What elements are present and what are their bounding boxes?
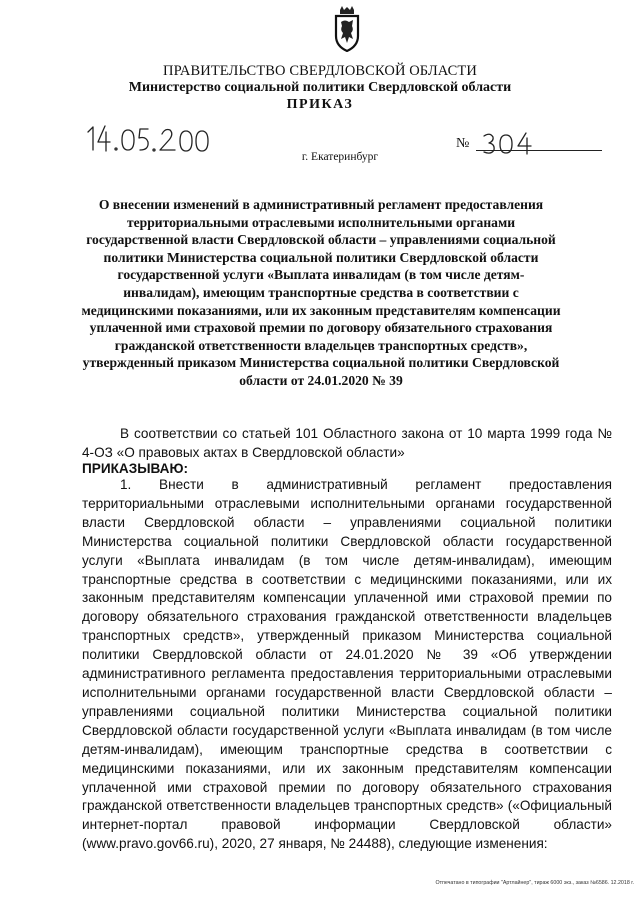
ministry-title: Министерство социальной политики Свердловской области — [128, 80, 512, 95]
print-footnote: Отпечатано в типографии "Артлайнер", тираж 6000 экз., заказ №6586. 12.2018 г. — [435, 880, 634, 886]
document-type: ПРИКАЗ — [286, 97, 354, 112]
item-1-paragraph: 1. Внести в административный регламент предоставления территориальными отраслевыми исполнительными органами государственной власти Свердловской области – управлениями социальной политики Министерства социальной политики Свердловской области государственной услуги «Выплата инвалидам (в том числе детям-инвалидам), имеющим транспортные средства в соответствии с медицинскими показаниями, или их законным представителям компенсации уплаченной ими страховой премии по договору обязательного страхования гражданской ответственности владельцев транспортных средств», утвержденный приказом Министерства социальной политики Свердловской области от 24.01.2020 № 39 «Об утверждении административного регламента предоставления территориальными отраслевыми исполнительными органами государственной власти Свердловской области – управлениями социальной политики Министерства социальной политики Свердловской области государственной услуги «Выплата инвалидам (в том числе детям-инвалидам), имеющим транспортные средства в соответствии с медицинскими показаниями, или их законным представителям компенсации уплаченной ими страховой премии по договору обязательного страхования гражданской ответственности владельцев транспортных средств» («Официальный интернет-портал правовой информации Свердловской области» (www.pravo.gov66.ru), 2020, 27 января, № 24488), следующие изменения: — [82, 477, 612, 852]
number-sign: № — [456, 136, 470, 151]
preamble-paragraph: В соответствии со статьей 101 Областного закона от 10 марта 1999 года № 4-ОЗ «О правовых актах в Свердловской области» — [82, 426, 612, 460]
handwritten-date — [84, 120, 214, 154]
government-title: ПРАВИТЕЛЬСТВО СВЕРДЛОВСКОЙ ОБЛАСТИ — [163, 63, 477, 79]
order-heading: ПРИКАЗЫВАЮ: — [82, 461, 189, 476]
document-title: О внесении изменений в административный регламент предоставления территориальными отраслевыми исполнительными органами государственной власти Свердловской области – управлениями социальной политики Министерства социальной политики Свердловской области государственной услуги «Выплата инвалидам (в том числе детям-инвалидам), имеющим транспортные средства в соответствии с медицинскими показаниями, или их законным представителям компенсации уплаченной ими страховой премии по договору обязательного страхования гражданской ответственности владельцев транспортных средств», утвержденный приказом Министерства социальной политики Свердловской области от 24.01.2020 № 39 — [81, 197, 561, 388]
city-label: г. Екатеринбург — [301, 151, 379, 163]
coat-of-arms-emblem — [330, 6, 364, 52]
